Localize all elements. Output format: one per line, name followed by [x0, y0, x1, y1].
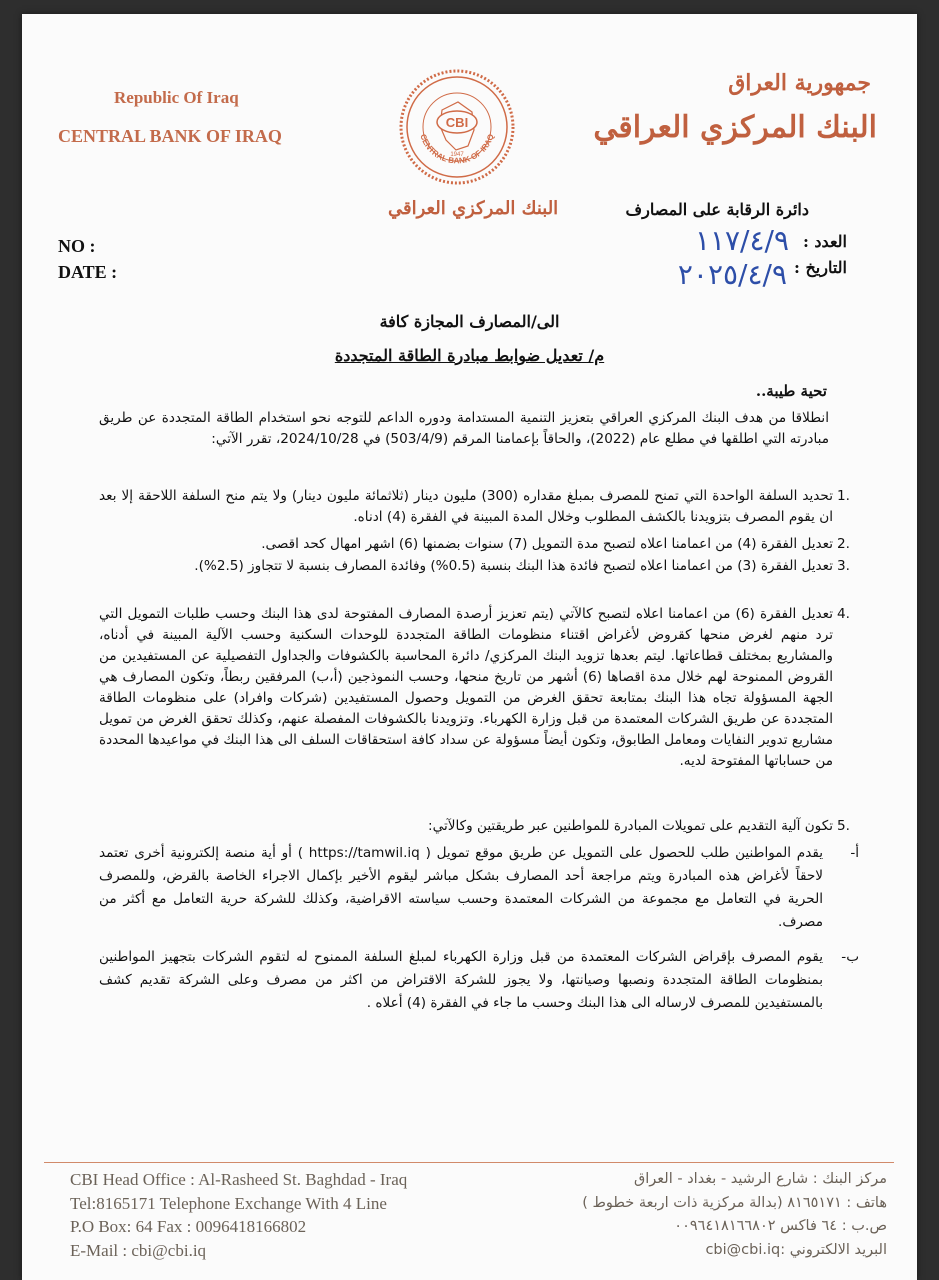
sub-item-label: ب- — [841, 949, 859, 965]
sub-item-text: يقدم المواطنين طلب للحصول على التمويل عن طريق موقع تمويل ( https://tamwil.iq ) أو أية منصة إلكترونية أخرى تعتمد لاحقاً لأغراض هذه المبادرة ويتم مراجعة أحد المصارف بشكل مباشر ليقوم الأخير بإكمال الاجراء الخاصة بالقرض، وللمصرف الحرية في التعامل مع مجموعة من الشركات المعتمدة وحسب سياسته الاقراضية، وكذلك للشركة حرية التعامل مع أكثر من مصرف. — [99, 845, 823, 930]
footer-ar-address: مركز البنك : شارع الرشيد - بغداد - العراق — [634, 1171, 887, 1187]
sub-item — [99, 842, 859, 934]
cbi-logo — [398, 68, 516, 186]
footer-divider — [44, 1162, 894, 1163]
item-text: تكون آلية التقديم على تمويلات المبادرة للمواطنين عبر طريقتين وكالآتي: — [428, 818, 833, 834]
footer-en-email: E-Mail : cbi@cbi.iq — [70, 1240, 207, 1260]
footer-ar-email: البريد الالكتروني :cbi@cbi.iq — [705, 1241, 887, 1258]
subject-text: م/ تعديل ضوابط مبادرة الطاقة المتجددة — [334, 346, 605, 365]
item-number: 1. — [837, 488, 850, 504]
footer-en-pobox: P.O Box: 64 Fax : 0096418166802 — [70, 1217, 307, 1236]
item-text: تحديد السلفة الواحدة التي تمنح للمصرف بمبلغ مقداره (300) مليون دينار (ثلاثمائة مليون دينار) ولا يتم منح السلفة اللاحقة إلا بعد ان يقوم المصرف بتزويدنا بالكشف المطلوب وخلال المدة المبينة في الفقرة (4) ادناه. — [99, 488, 833, 525]
list-item — [99, 534, 859, 555]
letter-page — [22, 14, 917, 1280]
footer-ar-pobox: ص.ب : ٦٤ فاكس ٠٠٩٦٤١٨١٦٦٨٠٢ — [674, 1218, 887, 1234]
item-number: 3. — [837, 558, 850, 574]
recipient: الى/المصارف المجازة كافة — [379, 312, 560, 331]
item-text: تعديل الفقرة (6) من اعمامنا اعلاه لتصبح كالآتي (يتم تعزيز أرصدة المصارف المفتوحة لدى هذا البنك وحسب طلبات التمويل التي ترد منهم لغرض منحها كقروض لأغراض اقتناء منظومات الطاقة المتجددة للوحدات السكنية وحسب الآلية المبينة في أدناه، والمشاريع بمختلف قطاعاتها. ليتم بعدها تزويد البنك المركزي/ دائرة المحاسبة بالكشوفات والجداول التفصيلية عن المستفيدين من القروض الممنوحة لهم خلال مدة اقصاها (6) أشهر من تاريخ منحها، وحسب النموذجين (أ،ب) المرفقين ربطاً، وتكون المصارف هي الجهة المسؤولة تجاه هذا البنك بمتابعة تحقق الغرض من التمويل وحصول المستفيدين (شركات وافراد) على منظومات الطاقة المتجددة عن طريق الشركات المعتمدة من قبل وزارة الكهرباء. وتزويدنا بالكشوفات المفصلة عنهم، وكذلك تحقق الغرض من تمويل مشاريع تدوير النفايات ومعامل الطابوق، وتكون أيضاً مسؤولة عن سداد كافة استحقاقات السلف الى هذا البنك في مواعيدها المحددة من حساباتها المفتوحة لديه. — [99, 606, 833, 769]
intro-paragraph: انطلاقا من هدف البنك المركزي العراقي بتعزيز التنمية المستدامة ودوره الداعم للتوجه نحو استخدام الطاقة المتجددة عن طريق مبادرته التي اطلقها في مطلع عام (2022)، والحاقاً بإعمامنا المرقم (503/4/9) في 2024/10/28، تقرر الآتي: — [99, 410, 829, 447]
no-label: NO : — [58, 236, 96, 256]
handwritten-date: ٢٠٢٥/٤/٩ — [677, 258, 787, 291]
item-text: تعديل الفقرة (3) من اعمامنا اعلاه لتصبح فائدة هذا البنك بنسبة (0.5%) وفائدة المصارف بنسبة لا تتجاوز (2.5%). — [194, 558, 833, 574]
date-label: DATE : — [58, 262, 118, 282]
footer-ar — [582, 1168, 887, 1262]
header-ar-bank: البنك المركزي العراقي — [593, 110, 877, 145]
item-number: 5. — [837, 818, 850, 834]
header-en-bank: CENTRAL BANK OF IRAQ — [58, 126, 282, 146]
header-en-republic: Republic Of Iraq — [114, 88, 239, 107]
handwritten-number: ١١٧/٤/٩ — [694, 224, 789, 257]
footer-en-tel: Tel:8165171 Telephone Exchange With 4 Line — [70, 1193, 387, 1213]
department: دائرة الرقابة على المصارف — [625, 200, 809, 219]
footer-ar-tel: هاتف : ٨١٦٥١٧١ (بدالة مركزية ذات اربعة خطوط ) — [582, 1194, 887, 1211]
sub-item — [99, 946, 859, 1015]
greeting: تحية طيبة.. — [755, 382, 827, 400]
item-number: 4. — [837, 606, 850, 622]
list-item — [99, 604, 859, 772]
list-item — [99, 486, 859, 528]
ar-date-label: التاريخ : — [793, 258, 847, 277]
logo-ring-text: CENTRAL BANK OF IRAQ — [418, 132, 496, 166]
sub-item-text: يقوم المصرف بإقراض الشركات المعتمدة من قبل وزارة الكهرباء لمبلغ السلفة الممنوح له لتقوم الشركات بتجهيز المواطنين بمنظومات الطاقة المتجددة ونصبها وصيانتها، ولا يجوز للشركة الاقتراض من اكثر من مصرف وعلى الشركة تقديم كشف بالمستفيدين للمصرف لارساله الى هذا البنك وحسب ما جاء في الفقرة (4) أعلاه . — [99, 949, 823, 1011]
list-item — [99, 816, 859, 837]
footer-en — [70, 1168, 407, 1262]
sub-item-label: أ- — [850, 845, 859, 861]
subject — [22, 346, 917, 365]
list-item — [99, 556, 859, 577]
logo-text: CBI — [445, 115, 469, 130]
item-number: 2. — [837, 536, 850, 552]
ar-no-label: العدد : — [802, 232, 847, 251]
footer-en-address: CBI Head Office : Al-Rasheed St. Baghdad - Iraq — [70, 1170, 408, 1189]
logo-year: 1947 — [450, 152, 464, 158]
item-text: تعديل الفقرة (4) من اعمامنا اعلاه لتصبح مدة التمويل (7) سنوات بضمنها (6) اشهر امهال كحد اقصى. — [261, 536, 833, 552]
header-ar-republic: جمهورية العراق — [728, 70, 871, 96]
logo-signature: البنك المركزي العراقي — [388, 198, 559, 219]
